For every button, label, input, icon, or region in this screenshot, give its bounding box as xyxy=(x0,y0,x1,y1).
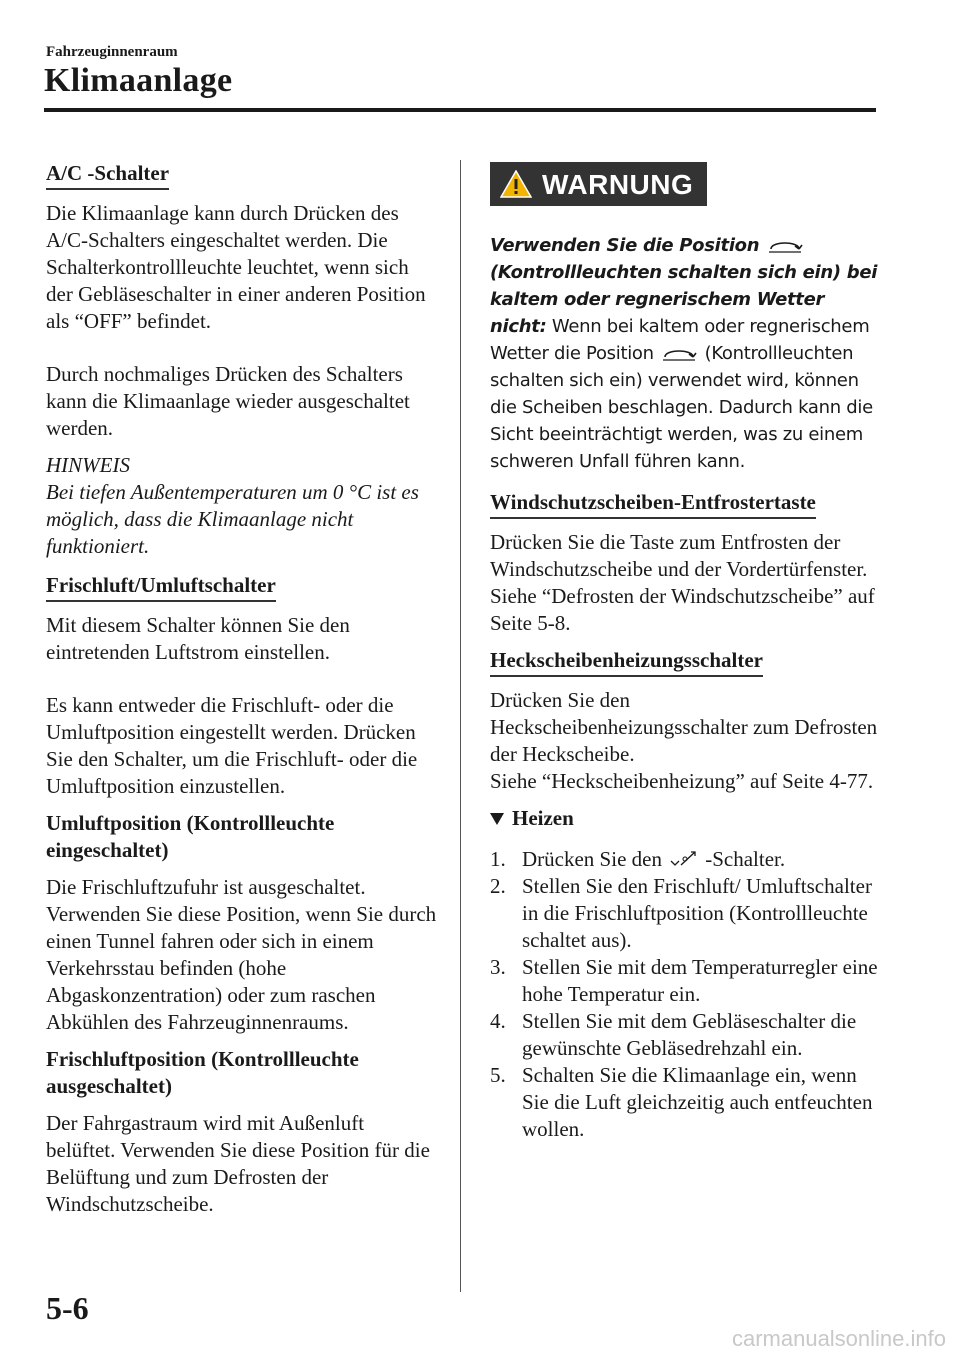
heating-step-4 xyxy=(490,1008,886,1062)
step-number: 3. xyxy=(490,955,506,979)
heating-step-2 xyxy=(490,873,886,954)
step-number: 1. xyxy=(490,847,506,871)
heating-step-3 xyxy=(490,954,886,1008)
ac-switch-paragraph-1: Die Klimaanlage kann durch Drücken des A/C-Schalters eingeschaltet werden. Die Schalterkontrollleuchte leuchtet, wenn sich der Gebläseschalter in einer anderen Position als “OFF” befindet. xyxy=(46,201,426,333)
page-number: 5-6 xyxy=(46,1290,89,1326)
warning-line-3: Wenn bei kaltem oder regnerischem Wetter die Position xyxy=(490,316,870,364)
step-text: Stellen Sie mit dem Temperaturregler eine hohe Temperatur ein. xyxy=(522,955,878,1006)
fresh-air-text: Der Fahrgastraum wird mit Außenluft belüftet. Verwenden Sie diese Position für die Belüftung und zum Defrosten der Windschutzscheibe. xyxy=(46,1111,430,1216)
air-intake-paragraph-2: Es kann entweder die Frischluft- oder die Umluftposition eingestellt werden. Drücken Sie den Schalter, um die Frischluft- oder die Umluftposition einzustellen. xyxy=(46,693,418,798)
note-text: Bei tiefen Außentemperaturen um 0 °C ist es möglich, dass die Klimaanlage nicht funktioniert. xyxy=(46,480,419,558)
heating-heading-label: Heizen xyxy=(512,806,574,830)
heating-step-5 xyxy=(490,1062,886,1143)
step-1-text-post: -Schalter. xyxy=(705,847,786,871)
recirculate-icon xyxy=(767,238,803,254)
note-title: HINWEIS xyxy=(46,453,130,477)
warning-triangle-icon xyxy=(500,170,532,198)
step-text: Schalten Sie die Klimaanlage ein, wenn Sie die Luft gleichzeitig auch entfeuchten wollen. xyxy=(522,1063,873,1141)
floor-windshield-mode-icon xyxy=(669,849,703,869)
page-title: Klimaanlage xyxy=(44,62,233,99)
watermark: carmanualsonline.info xyxy=(731,1326,946,1351)
windshield-defroster-heading: Windschutzscheiben-Entfrostertaste xyxy=(490,489,816,519)
warning-line-1: Verwenden Sie die Position xyxy=(490,235,760,256)
title-rule xyxy=(44,108,876,112)
fresh-air-title: Frischluftposition (Kontrollleuchte ausgeschaltet) xyxy=(46,1047,359,1098)
step-number: 5. xyxy=(490,1063,506,1087)
warning-line-2: (Kontrollleuchten schalten sich ein) bei kaltem oder regnerischem Wetter nicht: xyxy=(490,262,878,337)
warning-body xyxy=(490,232,886,475)
air-intake-paragraph-1: Mit diesem Schalter können Sie den eintretenden Luftstrom einstellen. xyxy=(46,613,350,664)
step-text: Stellen Sie mit dem Gebläseschalter die gewünschte Gebläsedrehzahl ein. xyxy=(522,1009,857,1060)
step-1-text-pre: Drücken Sie den xyxy=(522,847,662,871)
ac-switch-paragraph-2: Durch nochmaliges Drücken des Schalters kann die Klimaanlage wieder ausgeschaltet werden. xyxy=(46,362,410,440)
section-label: Fahrzeuginnenraum xyxy=(46,44,178,60)
step-text: Stellen Sie den Frischluft/ Umluftschalter in die Frischluftposition (Kontrollleuchte schaltet aus). xyxy=(522,874,872,952)
windshield-defroster-ref: Siehe “Defrosten der Windschutzscheibe” auf Seite 5-8. xyxy=(490,584,875,635)
column-divider xyxy=(460,160,461,1292)
step-number: 2. xyxy=(490,874,506,898)
ac-switch-heading: A/C -Schalter xyxy=(46,160,169,190)
windshield-defroster-text: Drücken Sie die Taste zum Entfrosten der Windschutzscheibe und der Vordertürfenster. xyxy=(490,530,868,581)
rear-defroster-ref: Siehe “Heckscheibenheizung” auf Seite 4-77. xyxy=(490,769,874,793)
rear-defroster-heading: Heckscheibenheizungsschalter xyxy=(490,647,763,677)
right-column xyxy=(490,160,886,1143)
warning-line-4: (Kontrollleuchten schalten sich ein) verwendet wird, können die Scheiben beschlagen. Dadurch kann die Sicht beeinträchtigt werden, was zu einem schweren Unfall führen kann. xyxy=(490,343,873,472)
air-intake-heading: Frischluft/Umluftschalter xyxy=(46,572,276,602)
step-number: 4. xyxy=(490,1009,506,1033)
recirculate-title: Umluftposition (Kontrollleuchte eingeschaltet) xyxy=(46,811,335,862)
heating-step-1 xyxy=(490,846,886,873)
warning-badge xyxy=(490,162,707,206)
warning-label: WARNUNG xyxy=(542,168,694,200)
rear-defroster-text: Drücken Sie den Heckscheibenheizungsschalter zum Defrosten der Heckscheibe. xyxy=(490,688,878,766)
left-column xyxy=(46,160,438,1228)
recirculate-text: Die Frischluftzufuhr ist ausgeschaltet. Verwenden Sie diese Position, wenn Sie durch einen Tunnel fahren oder sich in einem Verkehrsstau befinden (hohe Abgaskonzentration) oder zum raschen Abkühlen des Fahrzeuginnenraums. xyxy=(46,875,437,1034)
triangle-down-icon xyxy=(490,813,504,825)
heating-steps xyxy=(490,846,886,1143)
heating-heading xyxy=(490,805,886,832)
recirculate-icon-2 xyxy=(661,346,697,362)
